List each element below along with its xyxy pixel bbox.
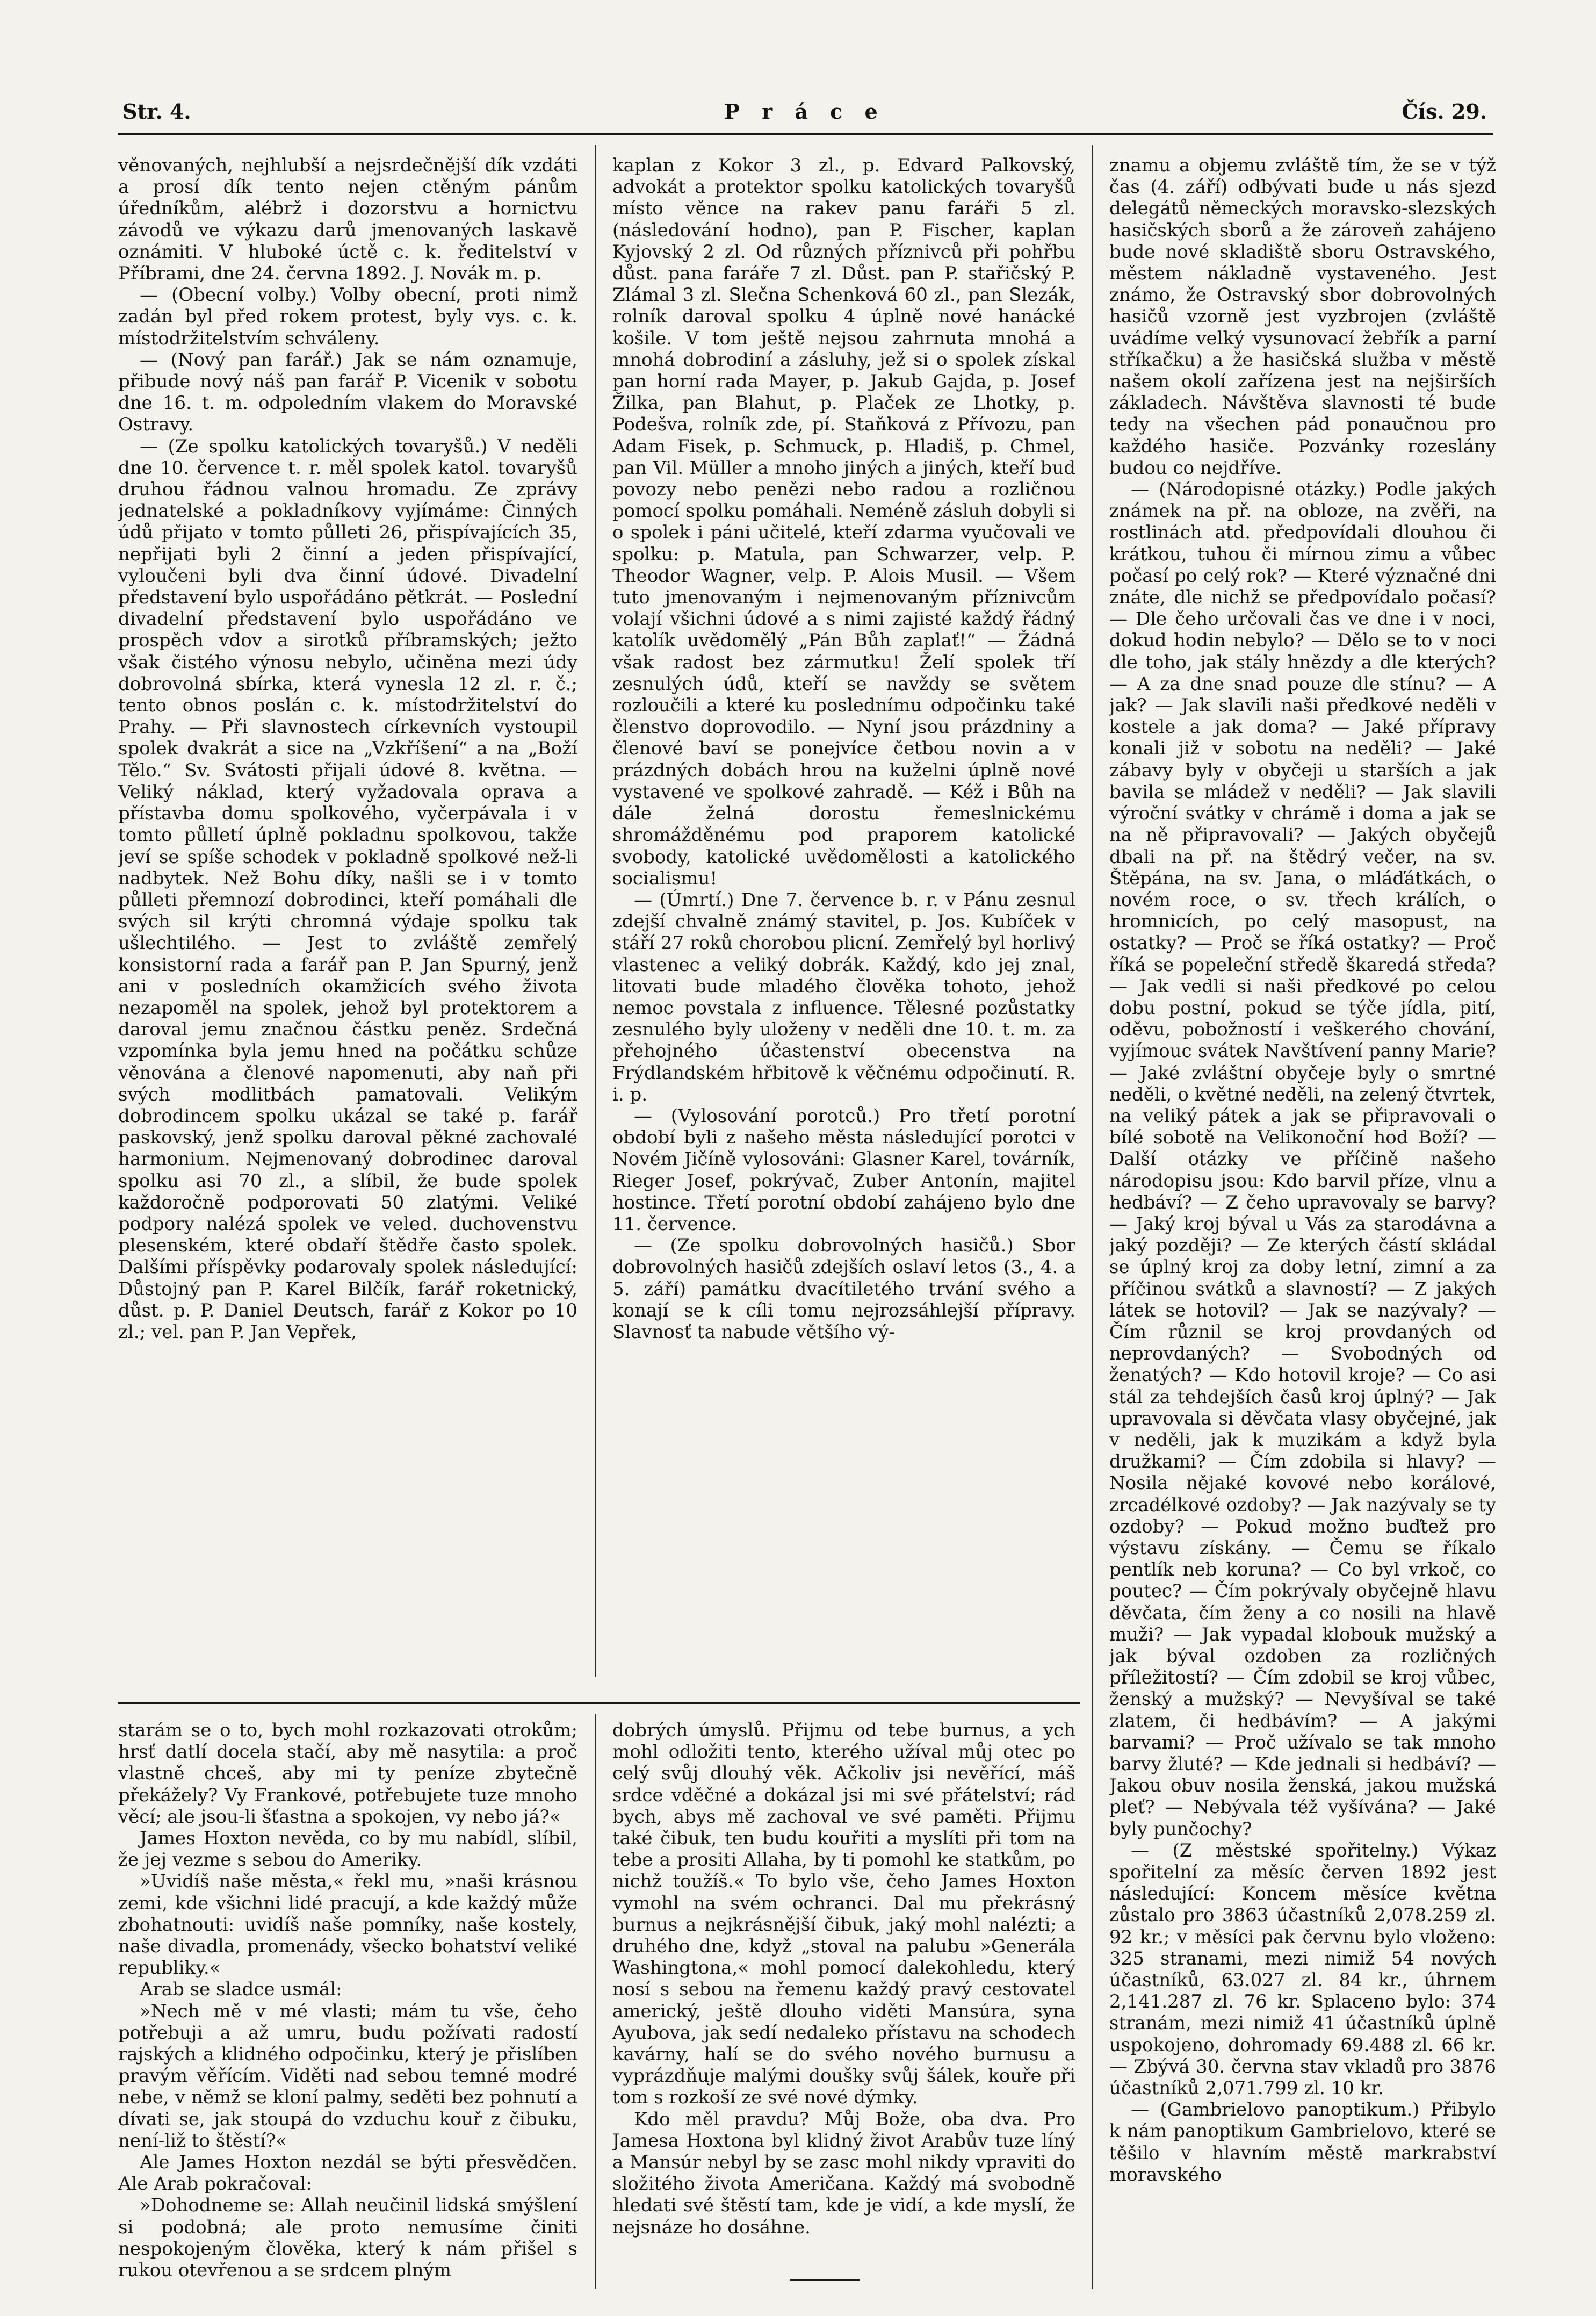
paragraph: »Uvidíš naše města,« řekl mu, »naši krásnou zemi, kde všichni lidé pracují, a kde každý může zbohatnouti: uvidíš naše pomníky, naše kostely, naše divadla, promenády, všecko bohatství veliké republiky.« — [118, 1871, 577, 1979]
paragraph: — (Gambrielovo panoptikum.) Přibylo k nám panoptikum Gambrielovo, které se těšilo v hlavním městě markrabství moravského — [1109, 2099, 1496, 2185]
feuilleton-column-2 — [612, 1720, 1075, 2284]
feuilleton-column-1 — [118, 1720, 577, 2284]
paragraph: — (Úmrtí.) Dne 7. července b. r. v Pánu zesnul zdejší chvalně známý stavitel, p. Jos. Kubíček v stáří 27 roků chorobou plicní. Zemřelý byl horlivý vlastenec a veliký dobrák. Každý, kdo jej znal, litovati bude mladého člověka tohoto, jehož nemoc povstala z influence. Tělesné pozůstatky zesnulého byly uloženy v neděli dne 10. t. m. za přehojného účastenství obecenstva na Frýdlandském hřbitově k věčnému odpočinutí. R. i. p. — [612, 889, 1075, 1105]
paragraph: znamu a objemu zvláště tím, že se v týž čas (4. září) odbývati bude u nás sjezd delegátů německých moravsko-slezských hasičských sborů a že zároveň zahájeno bude nové skladiště sboru Ostravského, městem nákladně vystaveného. Jest známo, že Ostravský sbor dobrovolných hasičů vzorně jest vyzbrojen (zvláště uvádíme velký vysunovací žebřík a parní stříkačku) a že hasičská služba v městě našem okolí zařízena jest na nejširších základech. Návštěva slavnosti té bude tedy na všechen pád ponaučnou pro každého hasiče. Pozvánky rozeslány budou co nejdříve. — [1109, 155, 1496, 479]
header-rule — [118, 133, 1493, 135]
page-header — [122, 99, 1487, 132]
paragraph: věnovaných, nejhlubší a nejsrdečnější dík vzdáti a prosí dík tento nejen ctěným pánům úředníkům, alébrž i dozorstvu a hornictvu závodů ve výkazu darů jmenovaných laskavě oznámiti. V hluboké úctě c. k. ředitelství v Příbrami, dne 24. června 1892. J. Novák m. p. — [118, 155, 577, 285]
paragraph: »Nech mě v mé vlasti; mám tu vše, čeho potřebuji a až umru, budu požívati radostí rajských a klidného odpočinku, který je přislíben pravým věřícím. Viděti nad sebou temné modré nebe, v němž se kloní palmy, seděti bez pohnutí a dívati se, jak stoupá do vzduchu kouř z čibuku, není-liž to štěstí?« — [118, 2000, 577, 2152]
paragraph: — (Ze spolku dobrovolných hasičů.) Sbor dobrovolných hasičů zdejších oslaví letos (3., 4. a 5. září) památku dvacítiletého trvání svého a konají se k cíli tomu nejrozsáhlejší přípravy. Slavnosť ta nabude většího vý- — [612, 1235, 1075, 1343]
newspaper-title: P r á c e — [724, 99, 885, 124]
paragraph: — (Z městské spořitelny.) Výkaz spořitelní za měsíc červen 1892 jest následující: Koncem měsíce května zůstalo pro 3863 účastníků 2,078.259 zl. 92 kr.; v měsíci pak červnu bylo vloženo: 325 stranami, mezi nimiž 54 nových účastníků, 63.027 zl. 84 kr., úhrnem 2,141.287 zl. 76 kr. Splaceno bylo: 374 stranám, mezi nimiž 41 účastníků úplně uspokojeno, dohromady 69.488 zl. 66 kr. — Zbývá 30. června stav vkladů pro 3876 účastníků 2,071.799 zl. 10 kr. — [1109, 1839, 1496, 2099]
paragraph: »Dohodneme se: Allah neučinil lidská smýšlení si podobná; ale proto nemusíme činiti nespokojeným člověka, který k nám přišel s rukou otevřenou a se srdcem plným — [118, 2195, 577, 2282]
column-2 — [612, 155, 1075, 1675]
issue-number: Čís. 29. — [1402, 99, 1487, 124]
paragraph: Arab se sladce usmál: — [140, 1979, 342, 2001]
column-divider — [1092, 145, 1093, 2289]
paragraph: kaplan z Kokor 3 zl., p. Edvard Palkovský, advokát a protektor spolku katolických tovaryšů místo věnce na rakev panu faráři 5 zl. (následování hodno), pan P. Fischer, kaplan Kyjovský 2 zl. Od různých příznivců při pohřbu důst. pana faráře 7 zl. Důst. pan P. stařičský P. Zlámal 3 zl. Slečna Schenková 60 zl., pan Slezák, rolník daroval spolku 4 úplně nové hanácké košile. V tom ještě nejsou zahrnuta mnohá a mnohá dobrodiní a zásluhy, jež si o spolek získal pan horní rada Mayer, p. Jakub Gajda, p. Josef Žilka, pan Blahut, p. Plaček ze Lhotky, p. Podešva, rolník zde, pí. Staňková z Přívozu, pan Adam Fisek, p. Schmuck, p. Hladiš, p. Chmel, pan Vil. Müller a mnoho jiných a jiných, kteří buď povozy nebo penězi nebo radou a rozličnou pomocí spolku pomáhali. Neméně zásluh dobyli si o spolek i páni učitelé, kteří zdarma vyučovali ve spolku: p. Matula, pan Schwarzer, velp. P. Theodor Wagner, velp. P. Alois Musil. — Všem tuto jmenovaným i nejmenovaným příznivcům volají všichni údové a s nimi zajisté každý řádný katolík uvědomělý „Pán Bůh zaplať!“ — Žádná však radost bez zármutku! Želí spolek tří zesnulých údů, kteří se navždy se světem rozloučili a které ku poslednímu odpočinku také členstvo doprovodilo. — Nyní jsou prázdniny a členové baví se ponejvíce četbou novin a v prázdných dobách hrou na kuželni úplně nové vystavené ve spolkové zahradě. — Kéž i Bůh na dále želná dorostu řemeslnickému shromážděnému pod praporem katolické svobody, katolické uvědomělosti a katolického socialismu! — [612, 155, 1075, 889]
paragraph: James Hoxton nevěda, co by mu nabídl, slíbil, že jej vezme s sebou do Ameriky. — [118, 1828, 577, 1871]
column-1 — [118, 155, 577, 1675]
paragraph: Kdo měl pravdu? Můj Bože, oba dva. Pro Jamesa Hoxtona byl klidný život Arabův tuze líný a Mansúr nebyl by se zasc mohl nikdy vpraviti do složitého života Američana. Každý má svobodně hledati své štěstí tam, kde je vidí, a kde myslí, že nejsnáze ho dosáhne. — [612, 2108, 1075, 2238]
page-number: Str. 4. — [122, 99, 191, 124]
paragraph: — (Ze spolku katolických tovaryšů.) V neděli dne 10. července t. r. měl spolek katol. tovaryšů druhou řádnou valnou hromadu. Ze zprávy jednatelské a pokladníkovy vyjímáme: Činných údů přijato v tomto půlleti 26, přispívajících 35, nepřijati byli 2 činní a jeden přispívající, vyloučeni byli dva činní údové. Divadelní představení bylo uspořádáno pětkrát. — Poslední divadelní představení bylo uspořádáno ve prospěch vdov a sirotků příbramských; ježto však čistého výnosu nebylo, učiněna mezi údy dobrovolná sbírka, která vynesla 12 zl. r. č.; tento obnos poslán c. k. místodržitelství do Prahy. — Při slavnostech církevních vystoupil spolek dvakrát a sice na „Vzkříšení“ a na „Boží Tělo.“ Sv. Svátosti přijali údové 8. května. — Veliký náklad, který vyžadovala oprava a přístavba domu spolkového, vyčerpávala i v tomto půlletí úplně pokladnu spolkovou, takže jeví se spíše schodek v pokladně spolkové než-li nadbytek. Než Bohu díky, našli se i v tomto půlleti přemnozí dobrodinci, kteří pomáhali dle svých sil krýti chromná výdaje spolku tak ušlechtilého. — Jest to zvláště zemřelý konsistorní rada a farář pan P. Jan Spurný, jenž ani v posledních okamžicích svého života nezapoměl na spolek, jehož byl protektorem a daroval jemu značnou částku peněz. Srdečná vzpomínka byla jemu hned na počátku schůze věnována a členové napomenuti, aby naň při svých modlitbách pamatovali. Velikým dobrodincem spolku ukázal se také p. farář paskovský, jenž spolku daroval pěkné zachovalé harmonium. Nejmenovaný dobrodinec daroval spolku asi 70 zl., a slíbil, že bude spolek každoročně podporovati 50 zlatými. Veliké podpory nalézá spolek ve veled. duchovenstvu plesenském, které obdaří štědře často spolek. Dalšími příspěvky podarovaly spolek následující: Důstojný pan P. Karel Bilčík, farář roketnický, důst. p. P. Daniel Deutsch, farář z Kokor po 10 zl.; vel. pan P. Jan Vepřek, — [118, 435, 577, 1343]
paragraph: — (Národopisné otázky.) Podle jakých známek na př. na obloze, na zvěři, na rostlinách atd. předpovídali dlouhou či krátkou, tuhou či mírnou zimu a vůbec počasí po celý rok? — Které význačné dni znáte, dle nichž se předpovídalo počasí? — Dle čeho určovali čas ve dne i v noci, dokud hodin nebylo? — Dělo se to v noci dle toho, jak stály hnězdy a dle kterých? — A za dne snad pouze dle stínu? — A jak? — Jak slavili naši předkové neděli v kostele a jak doma? — Jaké přípravy konali již v sobotu na neděli? — Jaké zábavy byly v obyčeji u starších a jak bavila se mládež v neděli? — Jak slavili výroční svátky v chrámě i doma a jak se na ně připravovali? — Jakých obyčejů dbali na př. na štědrý večer, na sv. Štěpána, na sv. Jana, o mláďátkách, o novém roce, o sv. třech králích, o hromnicích, po celý masopust, na ostatky? — Proč se říká ostatky? — Proč říká se popeleční středě škaredá středa? — Jak vedli si naši předkové po celou dobu postní, pokud se týče jídla, pití, oděvu, pobožností i veškerého chování, vyjímouc svátek Navštívení panny Marie? — Jaké zvláštní obyčeje byly o smrtné neděli, o květné neděli, na zelený čtvrtek, na veliký pátek a jak se připravovali o bílé sobotě na Velikonoční hod Boží? — Další otázky ve příčině našeho národopisu jsou: Kdo barvil příze, vlnu a hedbáví? — Z čeho upravovaly se barvy? — Jaký kroj býval u Vás za starodávna a jaký později? — Ze kterých částí skládal se úplný kroj za doby letní, zimní a za příčinou svátků a slavností? — Z jakých látek se hotovil? — Jak se nazývaly? — Čím různil se kroj provdaných od neprovdaných? — Svobodných od ženatých? — Kdo hotovil kroje? — Co asi stál za tehdejších časů kroj úplný? — Jak upravovala si děvčata vlasy obyčejné, jak v neděli, jak k muzikám a když byla družkami? — Čím zdobila si hlavy? — Nosila nějaké kovové nebo korálové, zrcadélkové ozdoby? — Jak nazývaly se ty ozdoby? — Pokud možno buďtež pro výstavu získány. — Čemu se říkalo pentlík neb koruna? — Co byl vrkoč, co poutec? — Čím pokrývaly obyčejně hlavu děvčata, čím ženy a co nosili na hlavě muži? — Jak vypadal klobouk mužský a jak býval ozdoben za rozličných příležitostí? — Čím zdobil se kroj vůbec, ženský a mužský? — Nevyšíval se také zlatem, či hedbávím? — A jakými barvami? — Proč užívalo se tak mnoho barvy žluté? — Kde jednali si hedbáví? — Jakou obuv nosila ženská, jakou mužská pleť? — Nebývala též vyšívána? — Jaké byly punčochy? — [1109, 479, 1496, 1840]
paragraph: starám se o to, bych mohl rozkazovati otrokům; hrsť datlí docela stačí, aby mě nasytila: a proč vlastně chceš, aby mi ty peníze zbytečně překážely? Vy Frankové, potřebujete tuze mnoho věcí; ale jsou-li šťastna a spokojen, vy nebo já?« — [118, 1720, 577, 1828]
paragraph: — (Vylosování porotců.) Pro třetí porotní období byli z našeho města následující porotci v Novém Jičíně vylosováni: Glasner Karel, továrník, Rieger Josef, pokrývač, Zuber Antonín, majitel hostince. Třetí porotní období zahájeno bylo dne 11. července. — [612, 1105, 1075, 1235]
column-3 — [1109, 155, 1496, 2277]
paragraph: — (Nový pan farář.) Jak se nám oznamuje, přibude nový náš pan farář P. Vicenik v sobotu dne 16. t. m. odpoledním vlakem do Moravské Ostravy. — [118, 349, 577, 436]
paragraph: Ale James Hoxton nezdál se býti přesvědčen. Ale Arab pokračoval: — [118, 2152, 577, 2195]
end-mark — [790, 2279, 860, 2281]
feuilleton-rule — [118, 1702, 1080, 1704]
column-divider — [595, 145, 596, 1677]
paragraph: — (Obecní volby.) Volby obecní, proti nimž zadán byl před rokem protest, byly vys. c. k. místodržitelstvím schváleny. — [118, 284, 577, 349]
paragraph: dobrých úmyslů. Přijmu od tebe burnus, a ych mohl odložiti tento, kterého užíval můj otec po celý svůj dlouhý věk. Ačkoliv jsi nevěřící, máš srdce vděčné a dokázal jsi mi své přátelství; rád bych, abys mě zachoval ve své paměti. Přijmu také čibuk, ten budu kouřiti a myslíti při tom na tebe a prositi Allaha, by ti pomohl ke statkům, po nichž toužíš.« To bylo vše, čeho James Hoxton vymohl na svém ochranci. Dal mu překrásný burnus a nejkrásnější čibuk, jaký mohl nalézti; a druhého dne, když „stoval na palubu »Generála Washingtona,« mohl pomocí dalekohledu, který nosí s sebou na řemenu každý pravý cestovatel americký, ještě dlouho viděti Mansúra, syna Ayubova, jak sedí nedaleko přístavu na schodech kavárny, halí se do svého nového burnusu a vyprázdňuje malými doušky svůj šálek, kouře při tom s rozkoší ze své nové dýmky. — [612, 1720, 1075, 2109]
column-divider — [595, 1714, 596, 2289]
